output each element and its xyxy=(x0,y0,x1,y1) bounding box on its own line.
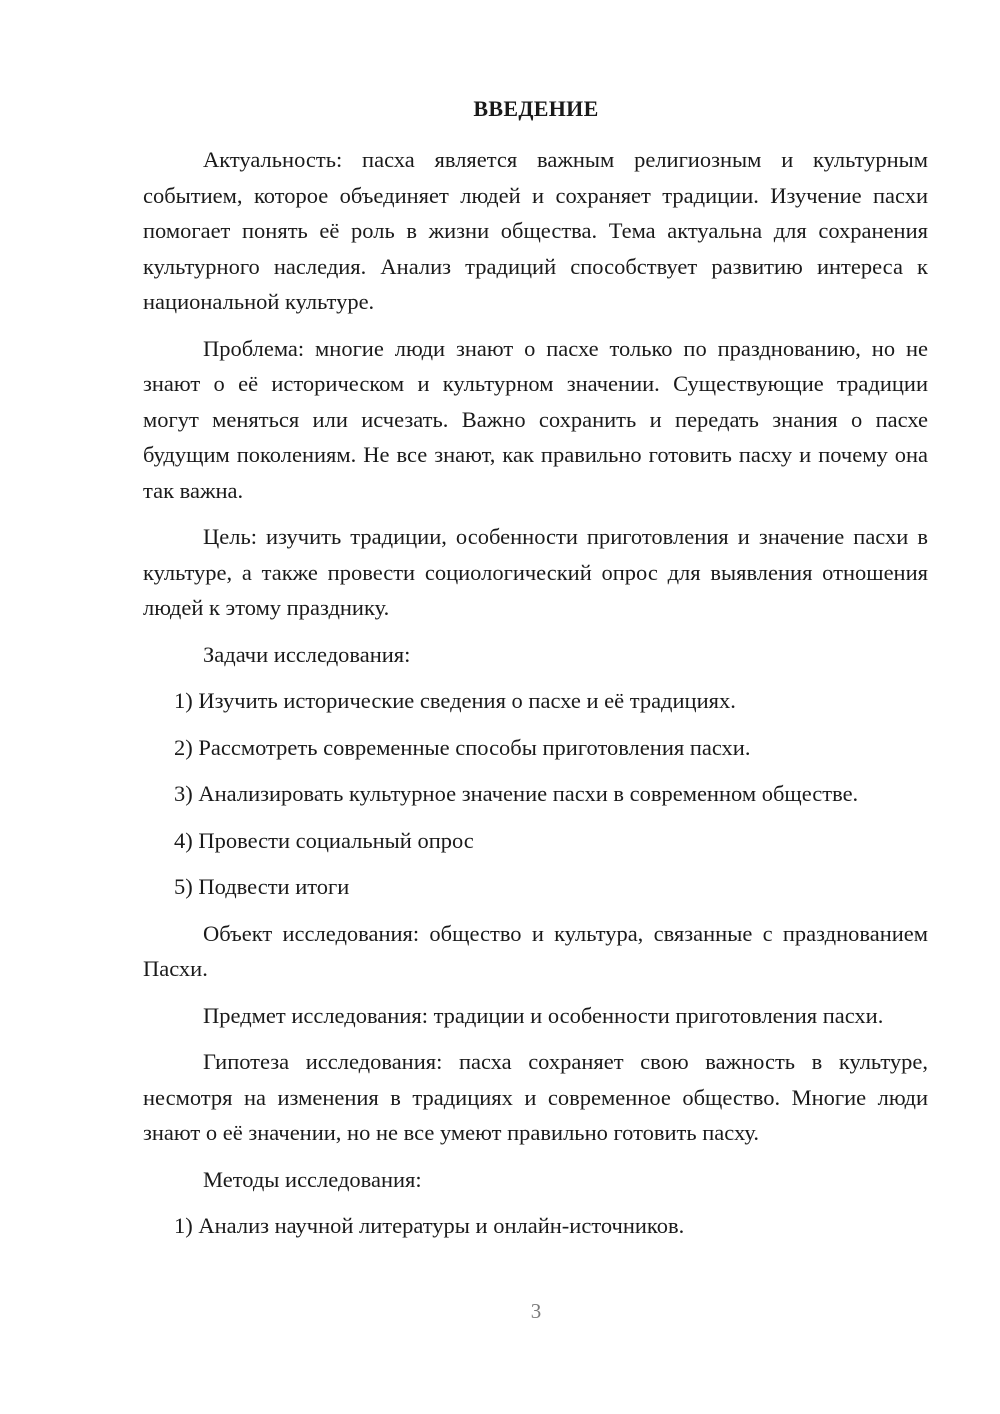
page-number: 3 xyxy=(530,1299,542,1323)
paragraph-relevance: Актуальность: пасха является важным религиозным и культурным событием, которое объединяет людей и сохраняет традиции. Изучение пасхи помогает понять её роль в жизни общества. Тема актуальна для сохранения культурного наследия. Анализ традиций способствует развитию интереса к национальной культуре. xyxy=(143,147,928,314)
paragraph-problem: Проблема: многие люди знают о пасхе только по празднованию, но не знают о её историческом и культурном значении. Существующие традиции могут меняться или исчезать. Важно сохранить и передать знания о пасхе будущим поколениям. Не все знают, как правильно готовить пасху и почему она так важна. xyxy=(143,335,928,503)
list-item: 4) Провести социальный опрос xyxy=(174,827,474,853)
list-item: 5) Подвести итоги xyxy=(174,874,350,899)
paragraph-tasks-heading: Задачи исследования: xyxy=(203,641,411,667)
list-item: 1) Анализ научной литературы и онлайн-источников. xyxy=(174,1213,685,1238)
paragraph-hypothesis: Гипотеза исследования: пасха сохраняет свою важность в культуре, несмотря на изменения в традициях и современное общество. Многие люди знают о её значении, но не все умеют правильно готовить пасху. xyxy=(143,1049,928,1145)
page-title: ВВЕДЕНИЕ xyxy=(473,96,599,121)
paragraph-methods-heading: Методы исследования: xyxy=(203,1166,422,1192)
paragraph-goal: Цель: изучить традиции, особенности приготовления и значение пасхи в культуре, а также провести социологический опрос для выявления отношения людей к этому празднику. xyxy=(143,524,928,620)
paragraph-subject: Предмет исследования: традиции и особенности приготовления пасхи. xyxy=(203,1002,884,1028)
document-body xyxy=(143,142,928,1255)
list-item: 2) Рассмотреть современные способы приготовления пасхи. xyxy=(174,734,751,760)
paragraph-object: Объект исследования: общество и культура, связанные с празднованием Пасхи. xyxy=(143,920,928,981)
list-item: 3) Анализировать культурное значение пасхи в современном обществе. xyxy=(174,781,859,806)
list-item: 1) Изучить исторические сведения о пасхе и её традициях. xyxy=(174,688,736,713)
